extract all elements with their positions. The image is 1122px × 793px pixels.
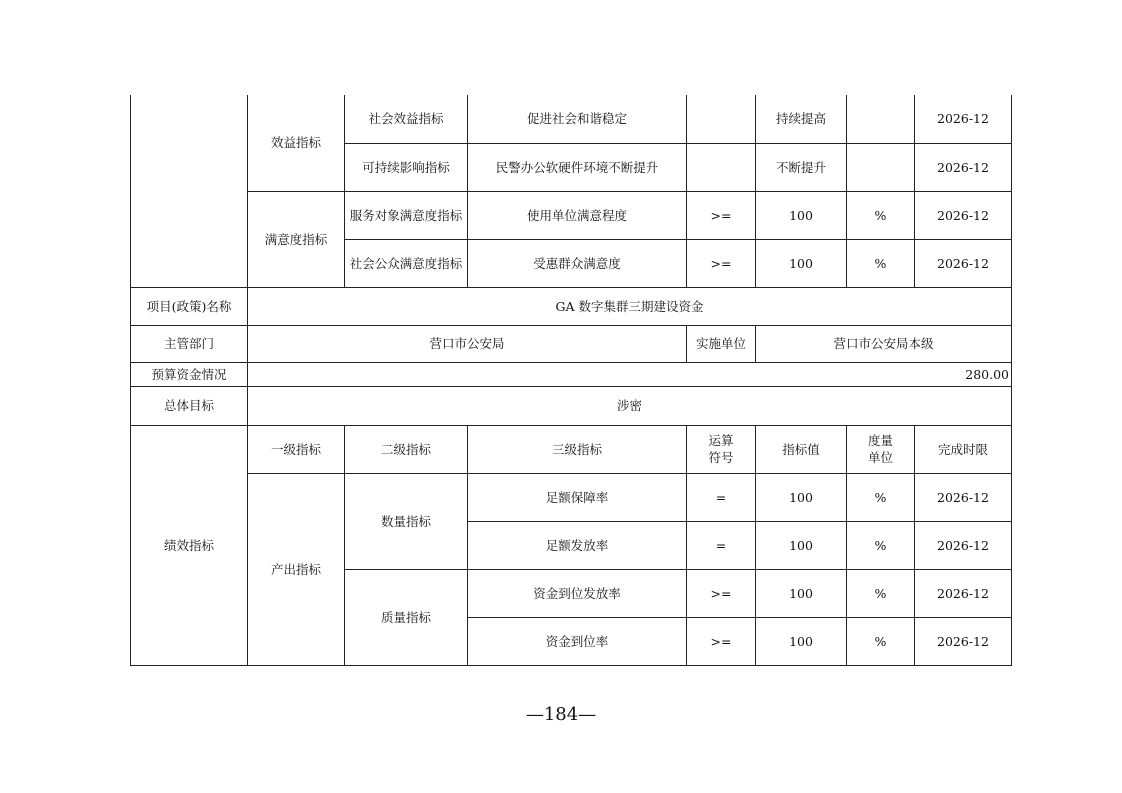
department-row	[131, 325, 1012, 362]
table-row	[131, 95, 1012, 143]
deadline-cell: 2026-12	[915, 521, 1012, 569]
operator-cell: >=	[687, 617, 756, 665]
level2-indicator: 服务对象满意度指标	[345, 191, 468, 239]
level1-indicator: 产出指标	[248, 473, 345, 665]
operator-cell: =	[687, 473, 756, 521]
deadline-cell: 2026-12	[915, 473, 1012, 521]
unit-cell: %	[847, 521, 915, 569]
table-row	[131, 473, 1012, 521]
project-name: GA 数字集群三期建设资金	[248, 287, 1012, 325]
level2-indicator: 质量指标	[345, 569, 468, 665]
overall-goal-label: 总体目标	[131, 386, 248, 425]
level3-indicator: 资金到位率	[468, 617, 687, 665]
operator-cell: =	[687, 521, 756, 569]
unit-cell: %	[847, 569, 915, 617]
page-number: —184—	[525, 704, 597, 725]
budget-value: 280.00	[248, 362, 1012, 386]
target-value-cell: 不断提升	[756, 143, 847, 191]
level3-indicator: 民警办公软硬件环境不断提升	[468, 143, 687, 191]
target-value-cell: 100	[756, 569, 847, 617]
level3-indicator: 资金到位发放率	[468, 569, 687, 617]
level2-indicator: 可持续影响指标	[345, 143, 468, 191]
level3-indicator: 足额发放率	[468, 521, 687, 569]
project-name-row	[131, 287, 1012, 325]
project-name-label: 项目(政策)名称	[131, 287, 248, 325]
level3-indicator: 促进社会和谐稳定	[468, 95, 687, 143]
level1-indicator: 效益指标	[248, 95, 345, 191]
level2-indicator: 数量指标	[345, 473, 468, 569]
performance-section-label: 绩效指标	[131, 425, 248, 665]
level2-indicator: 社会公众满意度指标	[345, 239, 468, 287]
header-target-value: 指标值	[756, 425, 847, 473]
target-value-cell: 100	[756, 239, 847, 287]
header-level3: 三级指标	[468, 425, 687, 473]
budget-label: 预算资金情况	[131, 362, 248, 386]
target-value-cell: 100	[756, 521, 847, 569]
unit-cell	[847, 143, 915, 191]
target-value-cell: 持续提高	[756, 95, 847, 143]
unit-cell	[847, 95, 915, 143]
operator-cell	[687, 143, 756, 191]
operator-cell	[687, 95, 756, 143]
department-label: 主管部门	[131, 325, 248, 362]
unit-cell: %	[847, 473, 915, 521]
level1-indicator: 满意度指标	[248, 191, 345, 287]
operator-cell: >=	[687, 569, 756, 617]
level2-indicator: 社会效益指标	[345, 95, 468, 143]
indicator-header-row	[131, 425, 1012, 473]
header-level2: 二级指标	[345, 425, 468, 473]
deadline-cell: 2026-12	[915, 569, 1012, 617]
implementing-unit-label: 实施单位	[687, 325, 756, 362]
overall-goal-row	[131, 386, 1012, 425]
implementing-unit-value: 营口市公安局本级	[756, 325, 1012, 362]
deadline-cell: 2026-12	[915, 617, 1012, 665]
level3-indicator: 使用单位满意程度	[468, 191, 687, 239]
header-deadline: 完成时限	[915, 425, 1012, 473]
level3-indicator: 足额保障率	[468, 473, 687, 521]
operator-cell: >=	[687, 239, 756, 287]
target-value-cell: 100	[756, 473, 847, 521]
target-value-cell: 100	[756, 191, 847, 239]
overall-goal-value: 涉密	[248, 386, 1012, 425]
continued-section-cell	[131, 95, 248, 287]
deadline-cell: 2026-12	[915, 95, 1012, 143]
unit-cell: %	[847, 239, 915, 287]
header-operator: 运算 符号	[687, 425, 756, 473]
budget-row	[131, 362, 1012, 386]
header-level1: 一级指标	[248, 425, 345, 473]
deadline-cell: 2026-12	[915, 143, 1012, 191]
department-value: 营口市公安局	[248, 325, 687, 362]
unit-cell: %	[847, 617, 915, 665]
unit-cell: %	[847, 191, 915, 239]
operator-cell: >=	[687, 191, 756, 239]
deadline-cell: 2026-12	[915, 191, 1012, 239]
header-unit: 度量 单位	[847, 425, 915, 473]
level3-indicator: 受惠群众满意度	[468, 239, 687, 287]
deadline-cell: 2026-12	[915, 239, 1012, 287]
target-value-cell: 100	[756, 617, 847, 665]
performance-table	[130, 95, 1012, 666]
table-row	[131, 191, 1012, 239]
